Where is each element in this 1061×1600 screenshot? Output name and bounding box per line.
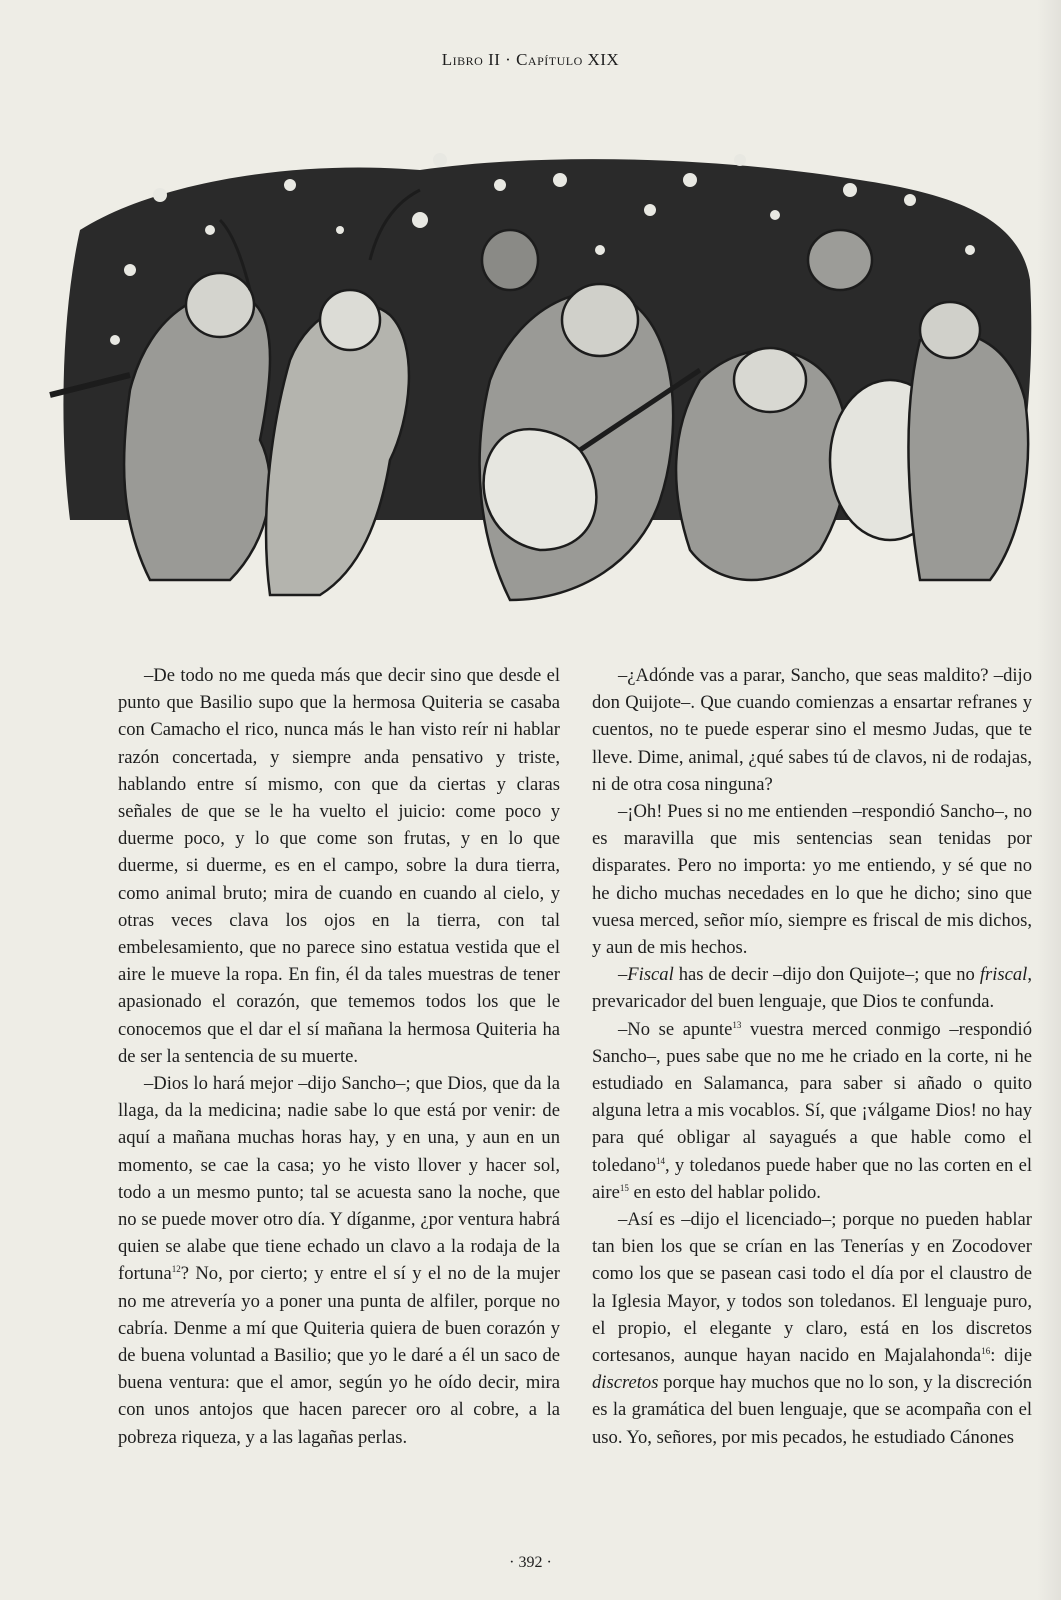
page-number: · 392 · xyxy=(509,1554,552,1571)
footnote-ref[interactable]: 14 xyxy=(656,1155,666,1166)
paragraph: –¿Adónde vas a parar, Sancho, que seas maldito? –dijo don Quijote–. Que cuando comienzas a ensartar refranes y cuentos, no te puede esperar sino el mesmo Judas, que te lleve. Dime, animal, ¿qué sabes tú de clavos, ni de rodajas, ni de otra cosa ninguna? xyxy=(592,665,1032,795)
footnote-ref[interactable]: 15 xyxy=(619,1182,629,1193)
band-illustration xyxy=(40,140,1040,620)
right-text-column xyxy=(592,662,1032,1451)
footnote-ref[interactable]: 16 xyxy=(981,1345,991,1356)
paragraph: –¡Oh! Pues si no me entienden –respondió Sancho–, no es maravilla que mis sentencias sean tenidas por disparates. Pero no importa: yo me entiendo, y sé que no he dicho muchas necedades en lo que he dicho; sino que vuesa merced, señor mío, siempre es friscal de mis dichos, y aun de mis hechos. xyxy=(592,801,1032,959)
paragraph: –Fiscal has de decir –dijo don Quijote–; que no friscal, prevaricador del buen lenguaje, que Dios te confunda. xyxy=(592,964,1032,1013)
paragraph: –No se apunte$^{13}$ vuestra merced conmigo –respondió Sancho–, pues sabe que no me he criado en la corte, ni he estudiado en Salamanca, para saber si añado o quito alguna letra a mis vocablos. Sí, que ¡válgame Dios! no hay para qué obligar al sayagués a que hable como el toledano$^{14}$, y toledanos puede haber que no las corten en el aire$^{15}$ en esto del hablar polido. xyxy=(592,1018,1032,1203)
left-text-column xyxy=(118,662,560,1451)
footnote-ref[interactable]: 12 xyxy=(171,1264,181,1275)
paragraph: –Dios lo hará mejor –dijo Sancho–; que Dios, que da la llaga, da la medicina; nadie sabe lo que está por venir: de aquí a mañana muchas horas hay, y en una, y aun en un momento, se cae la casa; yo he visto llover y hacer sol, todo a un mesmo punto; tal se acuesta sano la noche, que no se puede mover otro día. Y díganme, ¿por ventura habrá quien se alabe que tiene echado un clavo a la rodaja de la fortuna$^{12}$? No, por cierto; y entre el sí y el no de la mujer no me atrevería yo a poner una punta de alfiler, porque no cabría. Denme a mí que Quiteria quiera de buen corazón y de buena voluntad a Basilio; que yo le daré a él un saco de buena ventura: que el amor, según yo he oído decir, mira con unos antojos que hacen parecer oro al cobre, a la pobreza riqueza, y a las lagañas perlas. xyxy=(118,1073,560,1448)
paragraph: –Así es –dijo el licenciado–; porque no pueden hablar tan bien los que se crían en las Tenerías y en Zocodover como los que se pasean casi todo el día por el claustro de la Iglesia Mayor, y todos son toledanos. El lenguaje puro, el propio, el elegante y claro, está en los discretos cortesanos, aunque hayan nacido en Majalahonda$^{16}$: dije discretos porque hay muchos que no lo son, y la discreción es la gramática del buen lenguaje, que se acompaña con el uso. Yo, señores, por mis pecados, he estudiado Cánones xyxy=(592,1209,1032,1448)
running-head: Libro II · Capítulo XIX xyxy=(441,50,620,69)
gutter-shadow xyxy=(1037,0,1061,1600)
paragraph: –De todo no me queda más que decir sino que desde el punto que Basilio supo que la hermosa Quiteria se casaba con Camacho el rico, nunca más le han visto reír ni hablar razón concertada, y siempre anda pensativo y triste, hablando entre sí mismo, con que da ciertas y claras señales de que se le ha vuelto el juicio: come poco y duerme poco, y lo que come son frutas, y en lo que duerme, si duerme, es en el campo, sobre la dura tierra, como animal bruto; mira de cuando en cuando al cielo, y otras veces clava los ojos en la tierra, con tal embelesamiento, que no parece sino estatua vestida que el aire le mueve la ropa. En fin, él da tales muestras de tener apasionado el corazón, que tememos todos los que le conocemos que el dar el sí mañana la hermosa Quiteria ha de ser la sentencia de su muerte. xyxy=(118,665,560,1067)
footnote-ref[interactable]: 13 xyxy=(732,1019,742,1030)
